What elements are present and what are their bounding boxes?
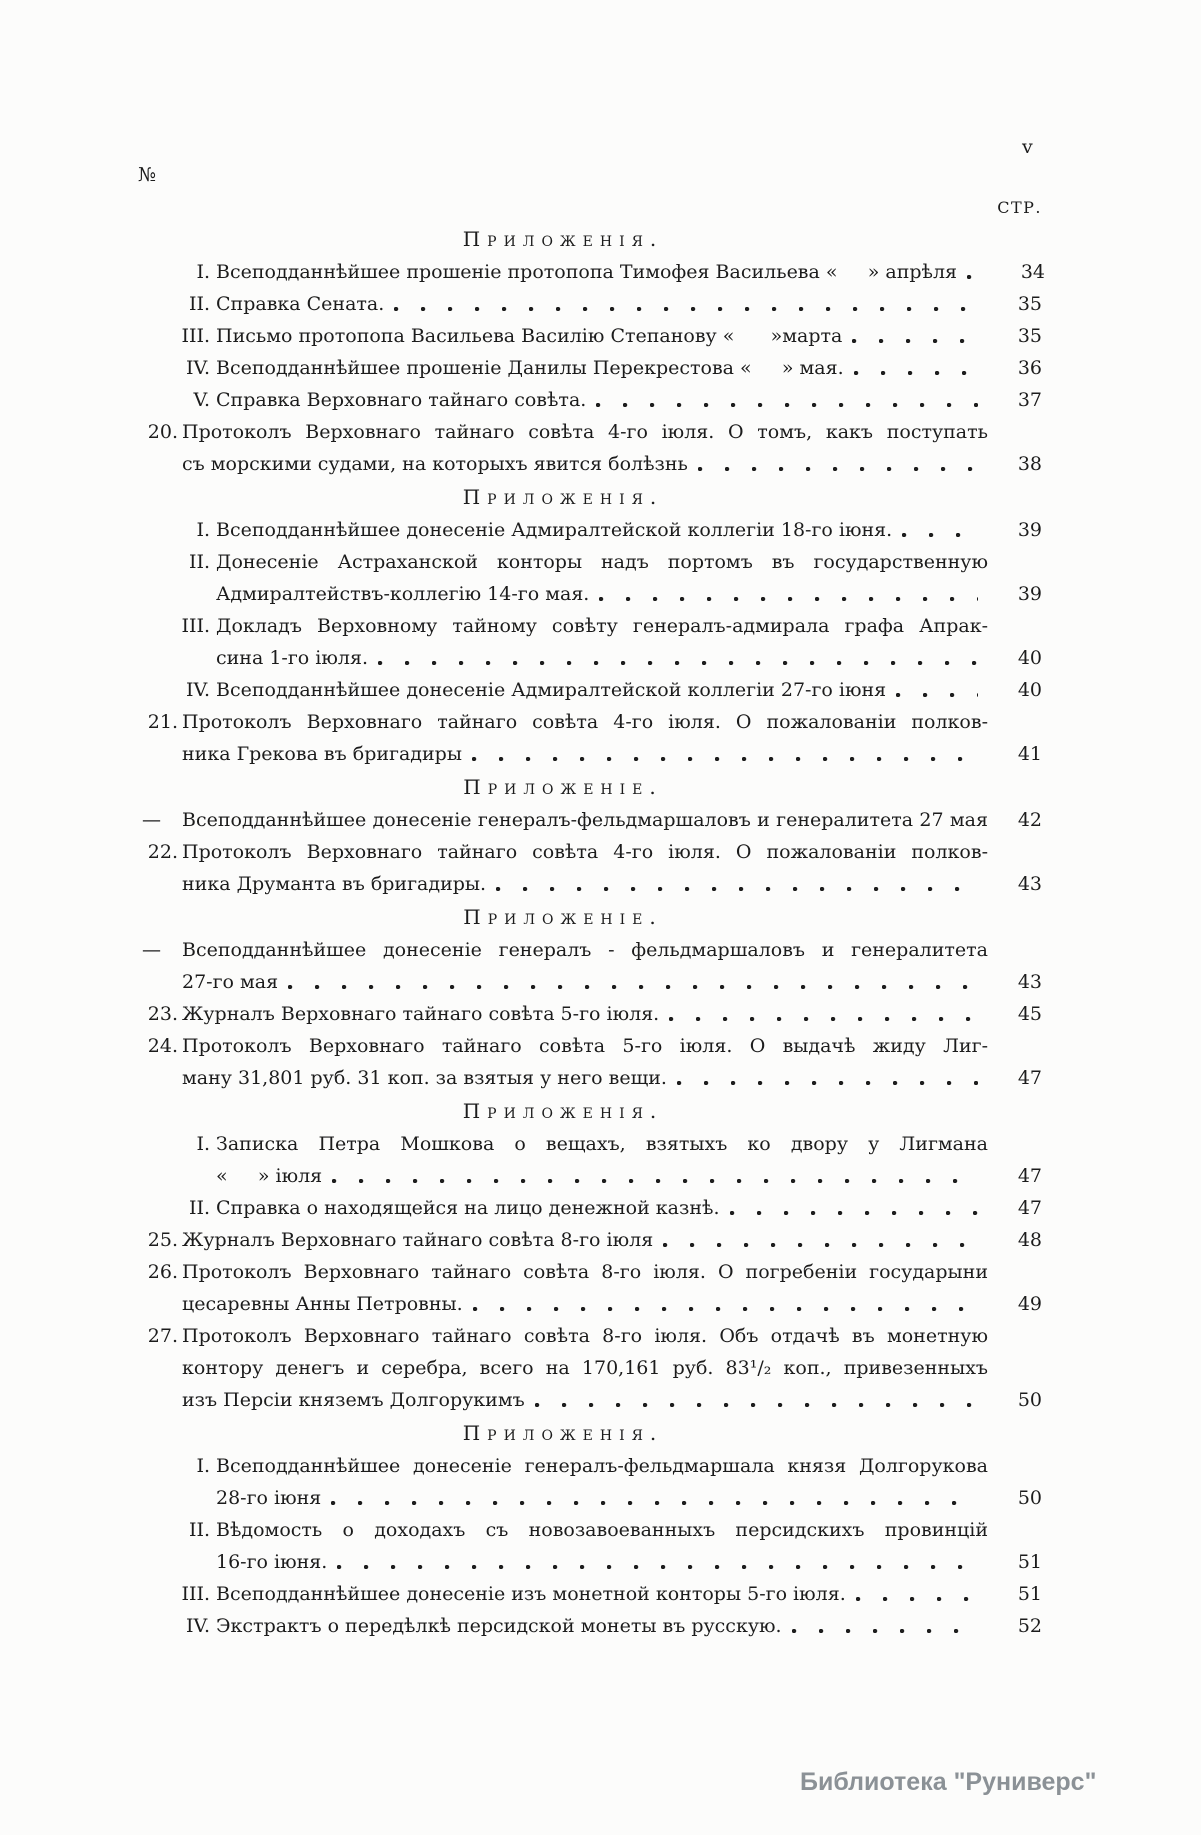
section-heading: Приложенія. <box>462 227 664 251</box>
entry-text: Записка Петра Мошкова о вещахъ, взятыхъ ко двору у Лигмана <box>216 1133 988 1155</box>
entry-page-number: 51 <box>1017 1583 1042 1605</box>
entry-page-number: 49 <box>1017 1293 1042 1315</box>
section-heading: Приложеніе. <box>463 775 663 799</box>
dot-leader <box>730 1211 979 1215</box>
toc-entry-line <box>140 546 1042 578</box>
entry-text: Письмо протопопа Васильева Василію Степанову « »марта <box>216 325 843 347</box>
entry-page-number: 43 <box>1017 971 1042 993</box>
dot-leader <box>792 1629 978 1633</box>
entry-text: съ морскими судами, на которыхъ явится болѣзнь <box>182 453 688 475</box>
entry-text: Всеподданнѣйшее прошеніе протопопа Тимофея Васильева « » апрѣля <box>216 261 958 283</box>
dot-leader <box>288 985 978 989</box>
entry-number: 22. <box>147 841 178 863</box>
entry-page-number: 36 <box>1017 357 1042 379</box>
entry-text: Журналъ Верховнаго тайнаго совѣта 8-го іюля <box>182 1229 654 1251</box>
toc-entry-line <box>140 1128 1042 1160</box>
entry-page-number: 48 <box>1017 1229 1042 1251</box>
dot-leader <box>596 403 978 407</box>
toc-entry-line <box>140 706 1042 738</box>
toc-entry-line <box>140 514 1042 546</box>
entry-page-number: 38 <box>1017 453 1042 475</box>
entry-number: II. <box>188 1519 210 1541</box>
entry-page-number: 37 <box>1017 389 1042 411</box>
entry-number: 25. <box>147 1229 178 1251</box>
toc-entry-line <box>140 966 1042 998</box>
entry-page-number: 41 <box>1017 743 1042 765</box>
entry-text: 27-го мая <box>182 971 279 993</box>
toc-entry-line <box>140 934 1042 966</box>
entry-page-number: 47 <box>1017 1067 1042 1089</box>
toc-entry-line <box>140 738 1042 770</box>
entry-text: ника Друманта въ бригадиры. <box>182 873 487 895</box>
entry-text: « » іюля <box>216 1165 323 1187</box>
toc-entry-line <box>140 448 1042 480</box>
entry-number: — <box>142 809 161 831</box>
entry-text: Справка о находящейся на лицо денежной казнѣ. <box>216 1197 720 1219</box>
entry-number: III. <box>181 325 210 347</box>
entry-text: ману 31,801 руб. 31 коп. за взятыя у него вещи. <box>182 1067 667 1089</box>
entry-text: Донесеніе Астраханской конторы надъ портомъ въ государственную <box>216 551 988 573</box>
entry-page-number: 47 <box>1017 1197 1042 1219</box>
entry-number: 20. <box>147 421 178 443</box>
entry-page-number: 52 <box>1017 1615 1042 1637</box>
toc-entry-line <box>140 1288 1042 1320</box>
entry-text: Журналъ Верховнаго тайнаго совѣта 5-го іюля. <box>182 1003 660 1025</box>
dot-leader <box>852 339 978 343</box>
dot-leader <box>854 371 978 375</box>
entry-number: IV. <box>186 357 210 379</box>
entry-number: 26. <box>147 1261 178 1283</box>
toc-entry-line <box>140 1320 1042 1352</box>
entry-page-number: 47 <box>1017 1165 1042 1187</box>
toc-entry-line <box>140 352 1042 384</box>
toc-entry-line <box>140 1256 1042 1288</box>
table-of-contents <box>140 222 1046 1642</box>
entry-text: Всеподданнѣйшее донесеніе Адмиралтейской коллегіи 18-го іюня. <box>216 519 893 541</box>
entry-page-number: 39 <box>1017 583 1042 605</box>
entry-number: II. <box>188 1197 210 1219</box>
dot-leader <box>896 693 978 697</box>
dot-leader <box>473 1307 978 1311</box>
section-heading: Приложенія. <box>462 1421 664 1445</box>
entry-text: Всеподданнѣйшее донесеніе изъ монетной конторы 5-го іюля. <box>216 1583 846 1605</box>
toc-entry-line <box>140 642 1042 674</box>
toc-entry-line <box>140 804 1042 836</box>
toc-entry-line <box>140 1192 1042 1224</box>
entry-text: Всеподданнѣйшее донесеніе генералъ-фельдмаршала князя Долгорукова <box>216 1455 988 1477</box>
toc-entry-line <box>140 1514 1042 1546</box>
entry-page-number: 50 <box>1017 1487 1042 1509</box>
entry-text: контору денегъ и серебра, всего на 170,161 руб. 83¹/₂ коп., привезенныхъ <box>182 1357 988 1379</box>
watermark: Библиотека "Руниверс" <box>800 1768 1097 1796</box>
entry-text: сина 1-го іюля. <box>216 647 368 669</box>
toc-entry-line <box>140 1352 1042 1384</box>
entry-page-number: 40 <box>1017 647 1042 669</box>
entry-number: 21. <box>147 711 178 733</box>
toc-entry-line <box>140 1030 1042 1062</box>
entry-text: Всеподданнѣйшее донесеніе генералъ - фельдмаршаловъ и генералитета <box>182 939 988 961</box>
entry-text: 28-го іюня <box>216 1487 322 1509</box>
toc-entry-line <box>140 578 1042 610</box>
entry-text: Экстрактъ о передѣлкѣ персидской монеты въ русскую. <box>216 1615 782 1637</box>
entry-text: Всеподданнѣйшее донесеніе Адмиралтейской коллегіи 27-го іюня <box>216 679 887 701</box>
entry-page-number: 43 <box>1017 873 1042 895</box>
toc-entry-line <box>140 674 1042 706</box>
dot-leader <box>677 1081 978 1085</box>
dot-leader <box>496 887 978 891</box>
toc-entry-line <box>140 256 1046 288</box>
entry-number: I. <box>196 261 210 283</box>
dot-leader <box>663 1243 978 1247</box>
entry-text: Протоколъ Верховнаго тайнаго совѣта 4-го іюля. О пожалованіи полков- <box>182 841 988 863</box>
entry-number: II. <box>188 293 210 315</box>
toc-entry-line <box>140 1610 1042 1642</box>
entry-page-number: 51 <box>1017 1551 1042 1573</box>
entry-text: Всеподданнѣйшее прошеніе Данилы Перекрестова « » мая. <box>216 357 844 379</box>
toc-entry-line <box>140 320 1042 352</box>
entry-text: Адмиралтействъ-коллегію 14-го мая. <box>216 583 590 605</box>
toc-entry-line <box>140 288 1042 320</box>
toc-entry-line <box>140 1224 1042 1256</box>
folio-page-number: v <box>1022 136 1033 158</box>
entry-text: Справка Сената. <box>216 293 385 315</box>
entry-text: Докладъ Верховному тайному совѣту генералъ-адмирала графа Апрак- <box>216 615 988 637</box>
entry-text: Протоколъ Верховнаго тайнаго совѣта 5-го іюля. О выдачѣ жиду Лиг- <box>182 1035 988 1057</box>
entry-number: I. <box>196 1455 210 1477</box>
dot-leader <box>902 533 978 537</box>
section-heading: Приложенія. <box>462 485 664 509</box>
toc-entry-line <box>140 868 1042 900</box>
entry-page-number: 40 <box>1017 679 1042 701</box>
entry-page-number: 39 <box>1017 519 1042 541</box>
toc-entry-line <box>140 1482 1042 1514</box>
dot-leader <box>599 597 978 601</box>
dot-leader <box>856 1597 978 1601</box>
entry-text: Протоколъ Верховнаго тайнаго совѣта 8-го іюля. Объ отдачѣ въ монетную <box>182 1325 988 1347</box>
page-column-header: СТР. <box>997 198 1042 217</box>
entry-text: изъ Персіи княземъ Долгорукимъ <box>182 1389 525 1411</box>
dot-leader <box>378 661 978 665</box>
entry-page-number: 35 <box>1017 325 1042 347</box>
toc-entry-line <box>140 836 1042 868</box>
toc-entry-line <box>140 998 1042 1030</box>
toc-entry-line <box>140 416 1042 448</box>
entry-text: Вѣдомость о доходахъ съ новозавоеванныхъ персидскихъ провинцій <box>216 1519 988 1541</box>
toc-entry-line <box>140 1160 1042 1192</box>
entry-number: — <box>142 939 161 961</box>
toc-entry-line <box>140 1384 1042 1416</box>
entry-text: Справка Верховнаго тайнаго совѣта. <box>216 389 587 411</box>
dot-leader <box>332 1179 978 1183</box>
entry-number: III. <box>181 615 210 637</box>
entry-page-number: 42 <box>1017 809 1042 831</box>
toc-entry-line <box>140 610 1042 642</box>
entry-number: IV. <box>186 679 210 701</box>
entry-number: III. <box>181 1583 210 1605</box>
entry-number: IV. <box>186 1615 210 1637</box>
dot-leader <box>394 307 978 311</box>
entry-text: 16-го іюня. <box>216 1551 328 1573</box>
toc-entry-line <box>140 1546 1042 1578</box>
dot-leader <box>535 1403 978 1407</box>
entry-text: Всеподданнѣйшее донесеніе генералъ-фельдмаршаловъ и генералитета 27 мая <box>182 809 988 831</box>
entry-number: I. <box>196 1133 210 1155</box>
dot-leader <box>967 275 981 279</box>
entry-page-number: 45 <box>1017 1003 1042 1025</box>
entry-number: 23. <box>147 1003 178 1025</box>
dot-leader <box>337 1565 978 1569</box>
entry-number: V. <box>193 389 210 411</box>
toc-entry-line <box>140 384 1042 416</box>
entry-number: I. <box>196 519 210 541</box>
entry-number: 27. <box>147 1325 178 1347</box>
dot-leader <box>698 467 978 471</box>
toc-entry-line <box>140 1450 1042 1482</box>
dot-leader <box>472 757 978 761</box>
entry-text: Протоколъ Верховнаго тайнаго совѣта 4-го іюля. О томъ, какъ поступать <box>182 421 988 443</box>
section-heading: Приложенія. <box>462 1099 664 1123</box>
entry-page-number: 34 <box>1020 261 1046 283</box>
entry-number: II. <box>188 551 210 573</box>
entry-page-number: 50 <box>1017 1389 1042 1411</box>
number-column-header: № <box>138 164 156 186</box>
dot-leader <box>669 1017 978 1021</box>
entry-text: ника Грекова въ бригадиры <box>182 743 462 765</box>
entry-page-number: 35 <box>1017 293 1042 315</box>
section-heading: Приложеніе. <box>463 905 663 929</box>
entry-text: Протоколъ Верховнаго тайнаго совѣта 4-го іюля. О пожалованіи полков- <box>182 711 988 733</box>
dot-leader <box>331 1501 978 1505</box>
entry-number: 24. <box>147 1035 178 1057</box>
toc-entry-line <box>140 1062 1042 1094</box>
toc-entry-line <box>140 1578 1042 1610</box>
entry-text: цесаревны Анны Петровны. <box>182 1293 463 1315</box>
entry-text: Протоколъ Верховнаго тайнаго совѣта 8-го іюля. О погребеніи государыни <box>182 1261 988 1283</box>
